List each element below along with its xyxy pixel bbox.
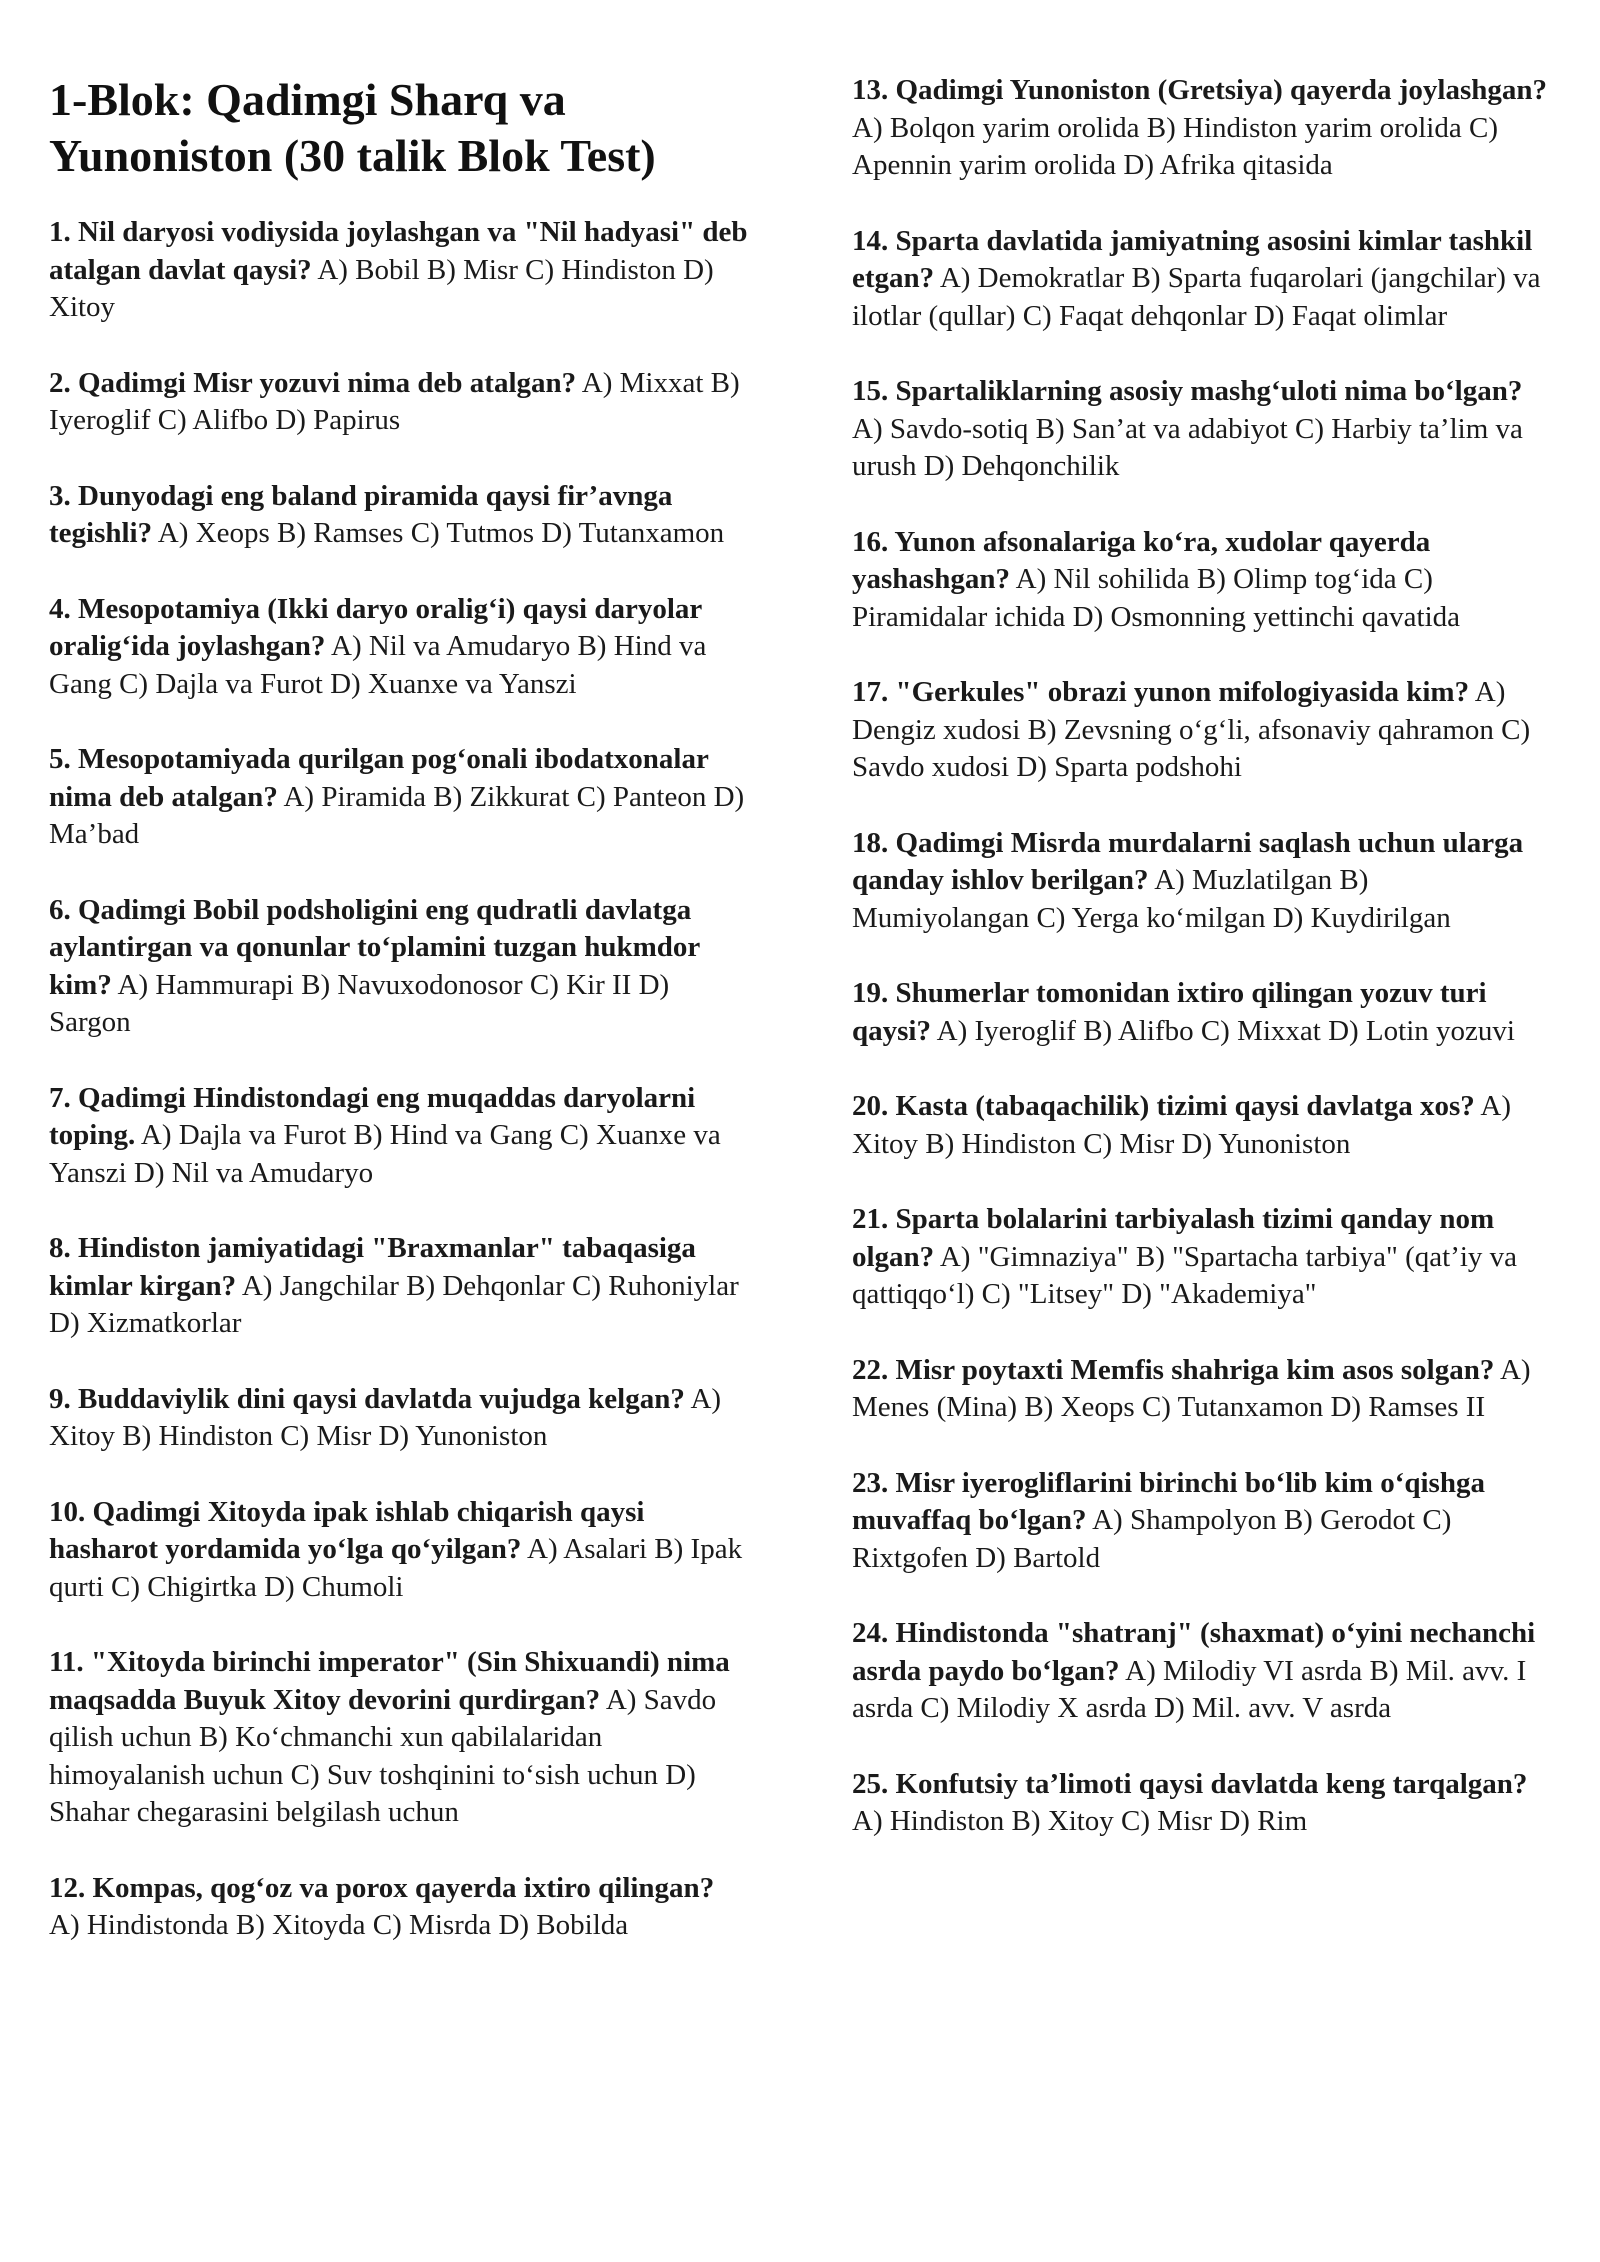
question-stem: 25. Konfutsiy ta’limoti qaysi davlatda keng tarqalgan? (852, 1767, 1528, 1800)
question-stem: 11. "Xitoyda birinchi imperator" (Sin Shixuandi) nima maqsadda Buyuk Xitoy devorini qurdirgan? (49, 1646, 730, 1716)
question-options: A) Savdo-sotiq B) San’at va adabiyot C) Harbiy ta’lim va urush D) Dehqonchilik (852, 412, 1523, 482)
question-stem: 14. Sparta davlatida jamiyatning asosini kimlar tashkil etgan? (852, 224, 1533, 294)
question-options: A) Menes (Mina) B) Xeops C) Tutanxamon D) Ramses II (852, 1353, 1531, 1423)
question-options: A) Piramida B) Zikkurat C) Panteon D) Ma’bad (49, 780, 745, 850)
question-stem: 7. Qadimgi Hindistondagi eng muqaddas daryolarni toping. (49, 1081, 696, 1151)
question-stem: 20. Kasta (tabaqachilik) tizimi qaysi davlatga xos? (852, 1090, 1475, 1122)
left-column (49, 72, 749, 1983)
question-options: A) Asalari B) Ipak qurti C) Chigirtka D) Chumoli (49, 1533, 743, 1603)
question-24 (852, 1615, 1552, 1728)
question-options: A) Xitoy B) Hindiston C) Misr D) Yunoniston (852, 1090, 1512, 1160)
question-options: A) Jangchilar B) Dehqonlar C) Ruhoniylar D) Xizmatkorlar (49, 1269, 739, 1339)
question-8 (49, 1230, 749, 1343)
question-stem: 4. Mesopotamiya (Ikki daryo oralig‘i) qaysi daryolar oralig‘ida joylashgan? (49, 592, 702, 662)
question-20 (852, 1088, 1552, 1163)
question-options: A) Iyeroglif B) Alifbo C) Mixxat D) Lotin yozuvi (936, 1014, 1515, 1047)
question-options: A) Milodiy VI asrda B) Mil. avv. I asrda C) Milodiy X asrda D) Mil. avv. V asrda (852, 1654, 1527, 1724)
question-stem: 5. Mesopotamiyada qurilgan pog‘onali ibodatxonalar nima deb atalgan? (49, 743, 709, 813)
question-16 (852, 524, 1552, 637)
question-stem: 8. Hindiston jamiyatidagi "Braxmanlar" tabaqasiga kimlar kirgan? (49, 1232, 696, 1302)
document-title: 1-Blok: Qadimgi Sharq va Yunoniston (30 talik Blok Test) (49, 74, 656, 181)
question-stem: 16. Yunon afsonalariga ko‘ra, xudolar qayerda yashashgan? (852, 525, 1431, 595)
question-stem: 22. Misr poytaxti Memfis shahriga kim asos solgan? (852, 1353, 1495, 1386)
question-stem: 12. Kompas, qog‘oz va porox qayerda ixtiro qilingan? (49, 1871, 715, 1904)
question-options: A) Bolqon yarim orolida B) Hindiston yarim orolida C) Apennin yarim orolida D) Afrika qitasida (852, 111, 1498, 181)
question-options: A) Xitoy B) Hindiston C) Misr D) Yunoniston (49, 1382, 722, 1452)
question-options: A) Nil sohilida B) Olimp tog‘ida C) Piramidalar ichida D) Osmonning yettinchi qavatida (852, 563, 1461, 633)
question-6 (49, 892, 749, 1042)
question-stem: 13. Qadimgi Yunoniston (Gretsiya) qayerda joylashgan? (852, 74, 1548, 106)
question-stem: 9. Buddaviylik dini qaysi davlatda vujudga kelgan? (49, 1382, 685, 1415)
question-2 (49, 365, 749, 440)
question-19 (852, 975, 1552, 1050)
question-stem: 19. Shumerlar tomonidan ixtiro qilingan yozuv turi qaysi? (852, 977, 1487, 1047)
question-10 (49, 1494, 749, 1607)
question-options: A) Hindistonda B) Xitoyda C) Misrda D) Bobilda (49, 1909, 629, 1941)
question-options: A) Demokratlar B) Sparta fuqarolari (jangchilar) va ilotlar (qullar) C) Faqat dehqonlar D) Faqat olimlar (852, 262, 1541, 332)
question-stem: 18. Qadimgi Misrda murdalarni saqlash uchun ularga qanday ishlov berilgan? (852, 826, 1524, 896)
question-stem: 17. "Gerkules" obrazi yunon mifologiyasida kim? (852, 676, 1470, 708)
question-18 (852, 825, 1552, 938)
question-stem: 15. Spartaliklarning asosiy mashg‘uloti nima bo‘lgan? (852, 375, 1523, 407)
question-options: A) Hammurapi B) Navuxodonosor C) Kir II D) Sargon (49, 968, 670, 1038)
question-3 (49, 478, 749, 553)
question-options: A) Dengiz xudosi B) Zevsning o‘g‘li, afsonaviy qahramon C) Savdo xudosi D) Sparta podshohi (852, 676, 1531, 783)
question-options: A) Savdo qilish uchun B) Ko‘chmanchi xun qabilalaridan himoyalanish uchun C) Suv toshqinini to‘sish uchun D) Shahar chegarasini belgilash uchun (49, 1683, 717, 1828)
question-stem: 24. Hindistonda "shatranj" (shaxmat) o‘yini nechanchi asrda paydo bo‘lgan? (852, 1617, 1536, 1687)
question-stem: 10. Qadimgi Xitoyda ipak ishlab chiqarish qaysi hasharot yordamida yo‘lga qo‘yilgan? (49, 1495, 645, 1565)
question-9 (49, 1381, 749, 1456)
question-14 (852, 223, 1552, 336)
question-stem: 2. Qadimgi Misr yozuvi nima deb atalgan? (49, 366, 577, 399)
question-options: A) Hindiston B) Xitoy C) Misr D) Rim (852, 1805, 1308, 1837)
question-4 (49, 591, 749, 704)
question-options: A) Shampolyon B) Gerodot C) Rixtgofen D) Bartold (852, 1504, 1452, 1574)
question-7 (49, 1080, 749, 1193)
right-column (852, 72, 1552, 1879)
question-13 (852, 72, 1552, 185)
question-options: A) Muzlatilgan B) Mumiyolangan C) Yerga ko‘milgan D) Kuydirilgan (852, 864, 1451, 934)
question-1 (49, 214, 749, 327)
question-25 (852, 1766, 1552, 1841)
question-5 (49, 741, 749, 854)
question-options: A) Bobil B) Misr C) Hindiston D) Xitoy (49, 253, 714, 323)
question-stem: 6. Qadimgi Bobil podsholigini eng qudratli davlatga aylantirgan va qonunlar to‘plamini tuzgan hukmdor kim? (49, 893, 700, 1001)
question-stem: 3. Dunyodagi eng baland piramida qaysi fir’avnga tegishli? (49, 479, 673, 549)
question-15 (852, 373, 1552, 486)
question-stem: 21. Sparta bolalarini tarbiyalash tizimi qanday nom olgan? (852, 1203, 1495, 1273)
question-12 (49, 1870, 749, 1945)
question-options: A) Dajla va Furot B) Hind va Gang C) Xuanxe va Yanszi D) Nil va Amudaryo (49, 1119, 721, 1189)
question-22 (852, 1352, 1552, 1427)
question-stem: 1. Nil daryosi vodiysida joylashgan va "Nil hadyasi" deb atalgan davlat qaysi? (49, 216, 748, 286)
question-11 (49, 1644, 749, 1832)
question-stem: 23. Misr iyerogliflarini birinchi bo‘lib kim o‘qishga muvaffaq bo‘lgan? (852, 1466, 1485, 1536)
question-21 (852, 1201, 1552, 1314)
question-options: A) Xeops B) Ramses C) Tutmos D) Tutanxamon (157, 517, 725, 549)
question-options: A) "Gimnaziya" B) "Spartacha tarbiya" (qat’iy va qattiqqo‘l) C) "Litsey" D) "Akademiya" (852, 1240, 1518, 1310)
question-options: A) Nil va Amudaryo B) Hind va Gang C) Dajla va Furot D) Xuanxe va Yanszi (49, 630, 707, 700)
question-options: A) Mixxat B) Iyeroglif C) Alifbo D) Papirus (49, 366, 740, 436)
question-17 (852, 674, 1552, 787)
question-23 (852, 1465, 1552, 1578)
